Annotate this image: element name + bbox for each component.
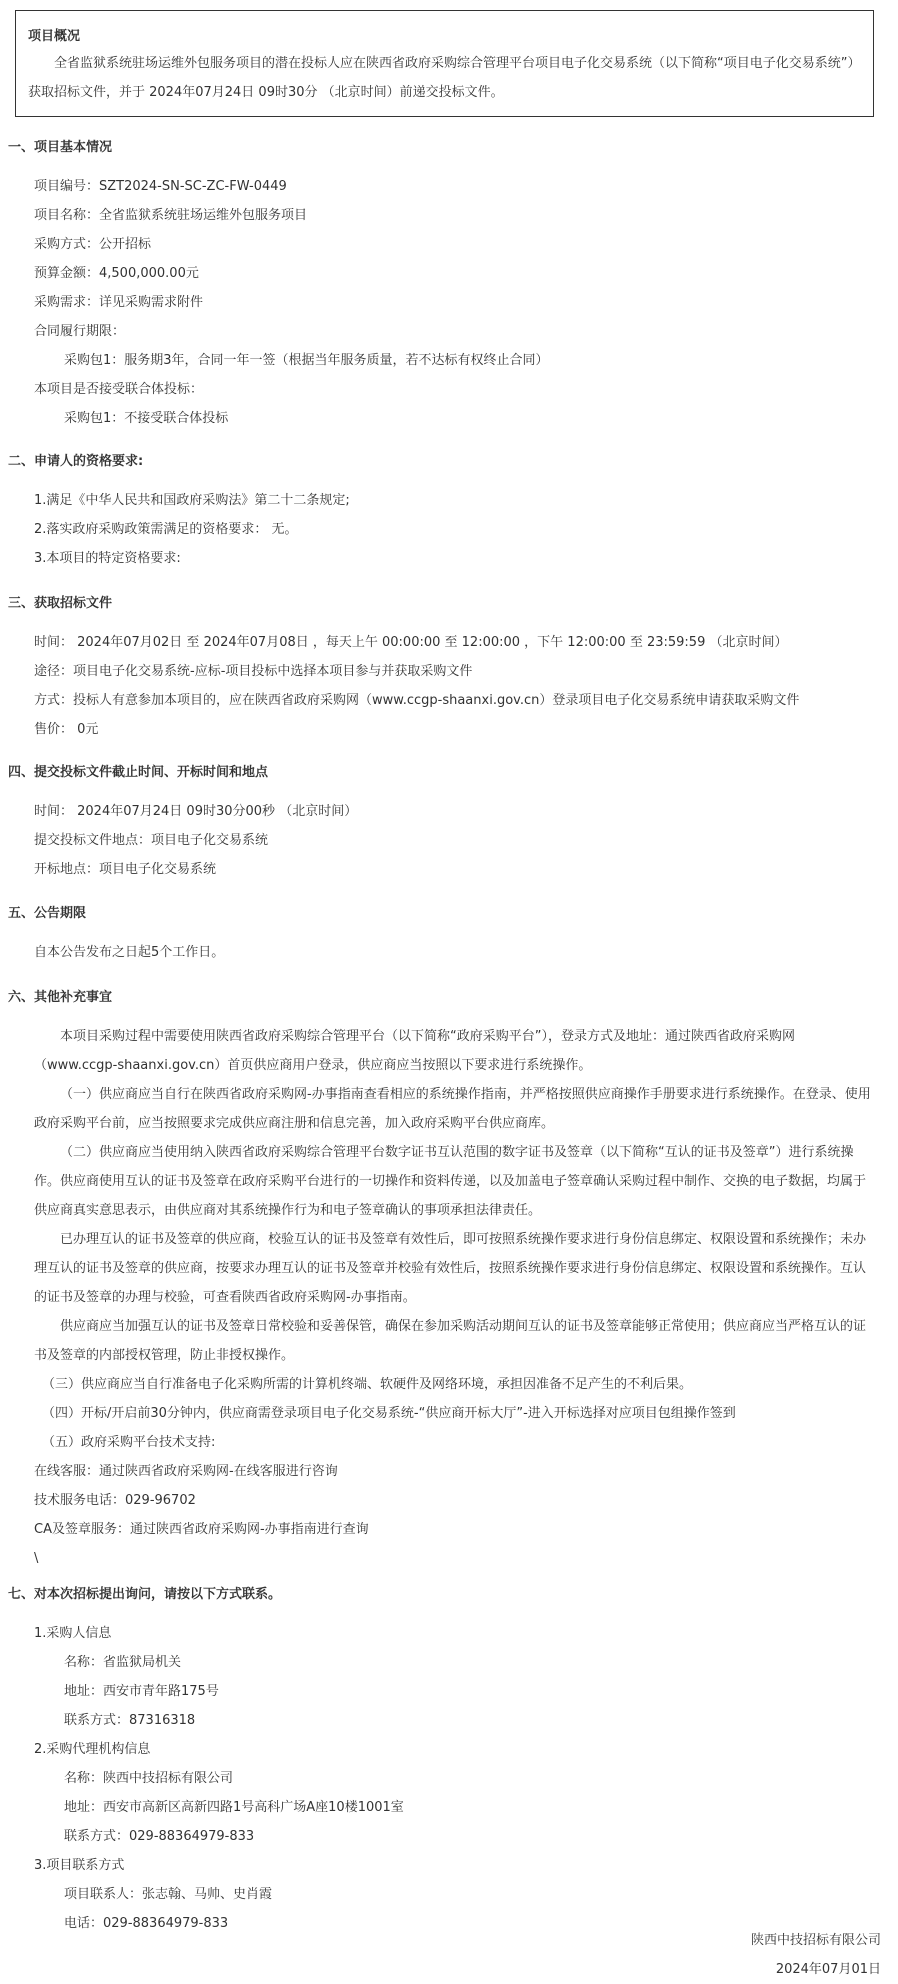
section-heading: 四、提交投标文件截止时间、开标时间和地点 — [8, 765, 269, 780]
overview-title: 项目概况 — [28, 29, 81, 44]
project-contact-phone: 电话：029-88364979-833 — [64, 1916, 229, 1931]
section-other-matters — [8, 988, 878, 1573]
tech-phone: 技术服务电话：029-96702 — [34, 1493, 196, 1508]
project-number: 项目编号：SZT2024-SN-SC-ZC-FW-0449 — [34, 179, 287, 194]
contract-period-label: 合同履行期限： — [34, 324, 126, 339]
overview-box — [15, 10, 874, 117]
obtain-method: 方式：投标人有意参加本项目的，应在陕西省政府采购网（www.ccgp-shaanxi.gov.cn）登录项目电子化交易系统申请获取采购文件 — [34, 693, 800, 708]
obtain-time: 时间： 2024年07月02日 至 2024年07月08日 ，每天上午 00:00:00 至 12:00:00 ，下午 12:00:00 至 23:59:59 （北京时间） — [34, 635, 788, 650]
signature-block — [751, 1926, 881, 1984]
paragraph: （一）供应商应当自行在陕西省政府采购网-办事指南查看相应的系统操作指南，并严格按照供应商操作手册要求进行系统操作。在登录、使用政府采购平台前，应当按照要求完成供应商注册和信息完善，加入政府采购平台供应商库。 — [34, 1087, 871, 1131]
section-heading: 一、项目基本情况 — [8, 140, 113, 155]
obtain-price: 售价： 0元 — [34, 722, 99, 737]
consortium-package: 采购包1：不接受联合体投标 — [64, 411, 229, 426]
procurement-demand: 采购需求：详见采购需求附件 — [34, 295, 204, 310]
section-qualifications — [8, 452, 878, 573]
signature-org: 陕西中技招标有限公司 — [750, 1933, 881, 1948]
section-contact — [8, 1585, 878, 1938]
purchaser-address: 地址：西安市青年路175号 — [64, 1684, 219, 1699]
agency-contact: 联系方式：029-88364979-833 — [64, 1829, 255, 1844]
obtain-channel: 途径：项目电子化交易系统-应标-项目投标中选择本项目参与并获取采购文件 — [34, 664, 473, 679]
paragraph: 已办理互认的证书及签章的供应商，校验互认的证书及签章有效性后，即可按照系统操作要求进行身份信息绑定、权限设置和系统操作；未办理互认的证书及签章的供应商，按要求办理互认的证书及签章并校验有效性后，按照系统操作要求进行身份信息绑定、权限设置和系统操作。互认的证书及签章的办理与校验，可查看陕西省政府采购网-办事指南。 — [34, 1232, 867, 1305]
submission-location: 提交投标文件地点：项目电子化交易系统 — [34, 833, 269, 848]
ca-service: CA及签章服务：通过陕西省政府采购网-办事指南进行查询 — [34, 1522, 369, 1537]
qualification-item: 3.本项目的特定资格要求: — [34, 551, 181, 566]
purchaser-name: 名称：省监狱局机关 — [64, 1655, 182, 1670]
section-heading: 六、其他补充事宜 — [8, 990, 113, 1005]
purchaser-group-title: 1.采购人信息 — [34, 1626, 112, 1641]
backslash-mark: \ — [34, 1551, 39, 1566]
section-heading: 五、公告期限 — [8, 906, 87, 921]
consortium-label: 本项目是否接受联合体投标： — [34, 382, 204, 397]
section-heading: 七、对本次招标提出询问，请按以下方式联系。 — [8, 1587, 282, 1602]
paragraph: （四）开标/开启前30分钟内，供应商需登录项目电子化交易系统-“供应商开标大厅”-进入开标选择对应项目包组操作签到 — [42, 1406, 736, 1421]
procurement-method: 采购方式：公开招标 — [34, 237, 152, 252]
agency-group-title: 2.采购代理机构信息 — [34, 1742, 151, 1757]
section-obtain-documents — [8, 594, 878, 744]
paragraph: 本项目采购过程中需要使用陕西省政府采购综合管理平台（以下简称“政府采购平台”），登录方式及地址：通过陕西省政府采购网（www.ccgp-shaanxi.gov.cn）首页供应商用户登录，供应商应当按照以下要求进行系统操作。 — [34, 1029, 795, 1073]
project-name: 项目名称：全省监狱系统驻场运维外包服务项目 — [34, 208, 308, 223]
purchaser-contact: 联系方式：87316318 — [64, 1713, 196, 1728]
section-heading: 二、申请人的资格要求: — [8, 454, 144, 469]
paragraph: （三）供应商应当自行准备电子化采购所需的计算机终端、软硬件及网络环境，承担因准备不足产生的不利后果。 — [42, 1377, 693, 1392]
project-contact-person: 项目联系人：张志翰、马帅、史肖霞 — [64, 1887, 273, 1902]
notice-period-text: 自本公告发布之日起5个工作日。 — [34, 945, 225, 960]
budget-amount: 预算金额：4,500,000.00元 — [34, 266, 199, 281]
agency-name: 名称：陕西中技招标有限公司 — [64, 1771, 234, 1786]
section-deadline — [8, 763, 878, 884]
online-service: 在线客服：通过陕西省政府采购网-在线客服进行咨询 — [34, 1464, 338, 1479]
paragraph: 供应商应当加强互认的证书及签章日常校验和妥善保管，确保在参加采购活动期间互认的证书及签章能够正常使用；供应商应当严格互认的证书及签章的内部授权管理，防止非授权操作。 — [34, 1319, 867, 1363]
paragraph: （二）供应商应当使用纳入陕西省政府采购综合管理平台数字证书互认范围的数字证书及签章（以下简称“互认的证书及签章”）进行系统操作。供应商使用互认的证书及签章在政府采购平台进行的一切操作和资料传递，以及加盖电子签章确认采购过程中制作、交换的电子数据，均属于供应商真实意思表示，由供应商对其系统操作行为和电子签章确认的事项承担法律责任。 — [34, 1145, 867, 1218]
section-heading: 三、获取招标文件 — [8, 596, 113, 611]
project-contact-group-title: 3.项目联系方式 — [34, 1858, 125, 1873]
section-notice-period — [8, 904, 878, 967]
section-basic-info — [8, 138, 878, 433]
overview-text: 全省监狱系统驻场运维外包服务项目的潜在投标人应在陕西省政府采购综合管理平台项目电子化交易系统（以下简称“项目电子化交易系统”）获取招标文件，并于 2024年07月24日 09时30分 （北京时间）前递交投标文件。 — [28, 56, 854, 100]
qualification-item: 2.落实政府采购政策需满足的资格要求： 无。 — [34, 522, 298, 537]
deadline-time: 时间： 2024年07月24日 09时30分00秒 （北京时间） — [34, 804, 358, 819]
qualification-item: 1.满足《中华人民共和国政府采购法》第二十二条规定; — [34, 493, 350, 508]
agency-address: 地址：西安市高新区高新四路1号高科广场A座10楼1001室 — [64, 1800, 404, 1815]
opening-location: 开标地点：项目电子化交易系统 — [34, 862, 217, 877]
contract-period-package: 采购包1：服务期3年，合同一年一签（根据当年服务质量，若不达标有权终止合同） — [64, 353, 549, 368]
signature-date: 2024年07月01日 — [775, 1962, 881, 1977]
paragraph: （五）政府采购平台技术支持: — [42, 1435, 216, 1450]
